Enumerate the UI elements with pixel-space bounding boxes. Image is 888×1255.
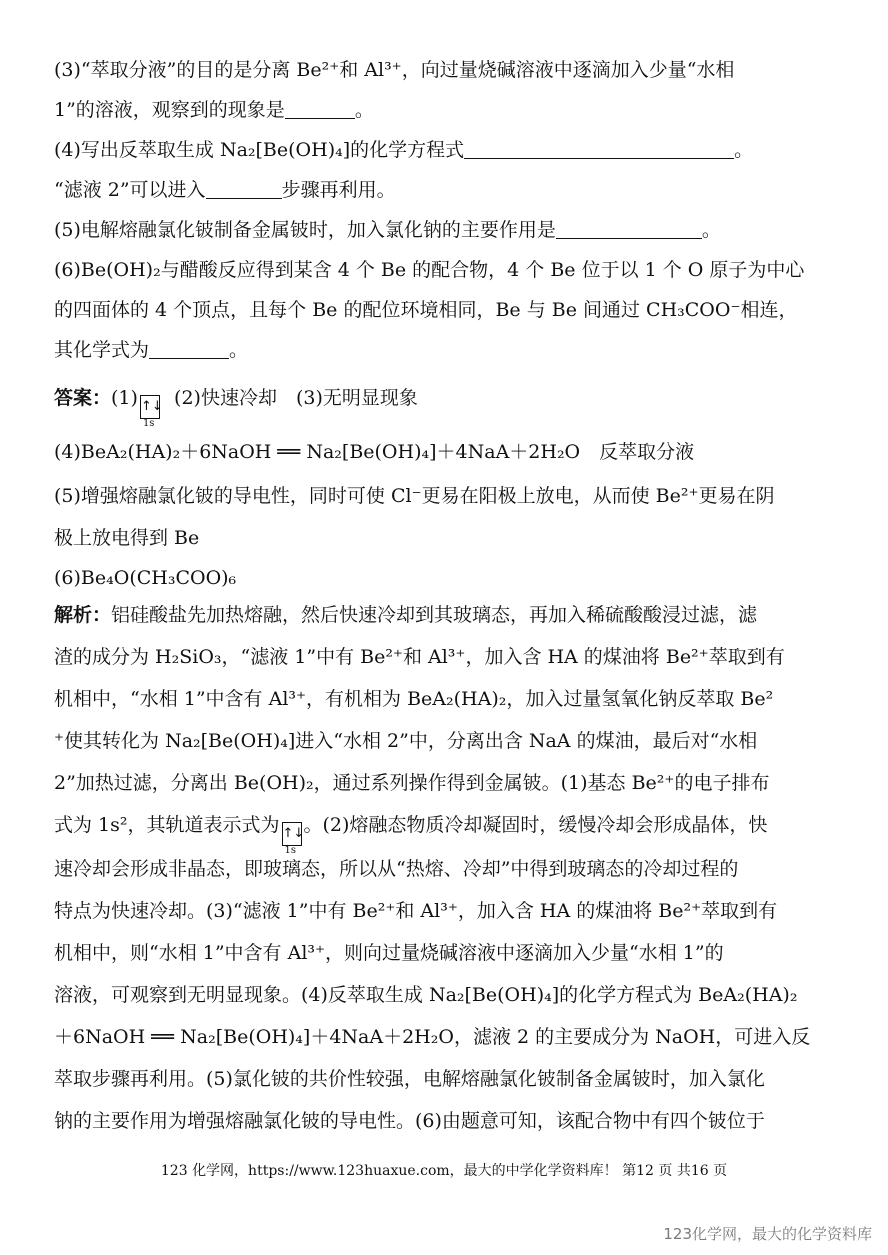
question-4-text-2: “滤液 2”可以进入 xyxy=(54,179,206,201)
orbital-label: 1s xyxy=(142,418,155,429)
analysis-line-9: 机相中，则“水相 1”中含有 Al³⁺，则向过量烧碱溶液中逐滴加入少量“水相 1”的 xyxy=(54,942,724,964)
answer-blank xyxy=(285,100,355,119)
analysis-line-1 xyxy=(54,603,757,627)
analysis-line-6 xyxy=(54,813,768,856)
analysis-line-4: ⁺使其转化为 Na₂[Be(OH)₄]进入“水相 2”中，分离出含 NaA 的煤油，最后对“水相 xyxy=(54,730,758,752)
orbital-arrows: ↑↓ xyxy=(282,826,305,841)
orbital-label: 1s xyxy=(284,845,296,856)
analysis-line-12: 萃取步骤再利用。(5)氯化铍的共价性较强，电解熔融氯化铍制备金属铍时，加入氯化 xyxy=(54,1068,765,1090)
analysis-text-6b: 。(2)熔融态物质冷却凝固时，缓慢冷却会形成晶体，快 xyxy=(303,814,768,836)
answer-5-line-2: 极上放电得到 Be xyxy=(54,527,200,549)
answer-blank xyxy=(556,220,702,239)
page-footer: 123 化学网，https://www.123huaxue.com，最大的中学化学资料库！ 第12 页 共16 页 xyxy=(160,1163,728,1179)
question-6-line-1: (6)Be(OH)₂与醋酸反应得到某含 4 个 Be 的配合物，4 个 Be 位于以 1 个 O 原子为中心 xyxy=(54,259,805,281)
analysis-text-6a: 式为 1s²，其轨道表示式为 xyxy=(54,814,280,836)
answer-blank xyxy=(206,180,282,199)
answer-line-1 xyxy=(54,386,418,429)
analysis-label: 解析： xyxy=(54,604,112,626)
analysis-line-7: 速冷却会形成非晶态，即玻璃态，所以从“热熔、冷却”中得到玻璃态的冷却过程的 xyxy=(54,858,739,880)
orbital-box-icon xyxy=(140,395,163,429)
answer-label: 答案： xyxy=(54,387,112,409)
answer-1: (1) xyxy=(111,387,138,409)
question-4-text: (4)写出反萃取生成 Na₂[Be(OH)₄]的化学方程式 xyxy=(54,139,465,161)
question-4-text-3: 步骤再利用。 xyxy=(281,179,396,201)
question-3-line-2: 1”的溶液，观察到的现象是 。 xyxy=(54,99,374,121)
analysis-line-2: 渣的成分为 H₂SiO₃，“滤液 1”中有 Be²⁺和 Al³⁺，加入含 HA 的煤油将 Be²⁺萃取到有 xyxy=(54,646,785,668)
analysis-line-8: 特点为快速冷却。(3)“滤液 1”中有 Be²⁺和 Al³⁺，加入含 HA 的煤油将 Be²⁺萃取到有 xyxy=(54,900,778,922)
answer-5-line-1: (5)增强熔融氯化铍的导电性，同时可使 Cl⁻更易在阳极上放电，从而使 Be²⁺更易在阴 xyxy=(54,485,775,507)
watermark: 123化学网，最大的化学资料库 xyxy=(663,1225,872,1243)
analysis-line-3: 机相中，“水相 1”中含有 Al³⁺，有机相为 BeA₂(HA)₂，加入过量氢氧化钠反萃取 Be² xyxy=(54,688,774,710)
analysis-text: 铝硅酸盐先加热熔融，然后快速冷却到其玻璃态，再加入稀硫酸酸浸过滤，滤 xyxy=(111,604,758,626)
answer-blank xyxy=(464,140,734,159)
question-4-line-1: (4)写出反萃取生成 Na₂[Be(OH)₄]的化学方程式 。 xyxy=(54,139,754,161)
orbital-arrows: ↑↓ xyxy=(140,399,163,414)
question-3-text: 1”的溶液，观察到的现象是 xyxy=(54,99,285,121)
answer-blank xyxy=(149,340,229,359)
question-4-line-2 xyxy=(54,178,396,202)
answer-4: (4)BeA₂(HA)₂＋6NaOH ══ Na₂[Be(OH)₄]＋4NaA＋2H₂O 反萃取分液 xyxy=(54,441,695,463)
question-5-text: (5)电解熔融氯化铍制备金属铍时，加入氯化钠的主要作用是 xyxy=(54,219,556,241)
analysis-line-13: 钠的主要作用为增强熔融氯化铍的导电性。(6)由题意可知，该配合物中有四个铍位于 xyxy=(54,1110,765,1132)
question-6-line-3: 其化学式为 。 xyxy=(54,339,249,361)
question-3-line-1: (3)“萃取分液”的目的是分离 Be²⁺和 Al³⁺，向过量烧碱溶液中逐滴加入少量“水相 xyxy=(54,59,735,81)
analysis-line-5: 2”加热过滤，分离出 Be(OH)₂，通过系列操作得到金属铍。(1)基态 Be²⁺的电子排布 xyxy=(54,772,770,794)
answer-2-3: (2)快速冷却 (3)无明显现象 xyxy=(174,387,418,409)
analysis-line-11: ＋6NaOH ══ Na₂[Be(OH)₄]＋4NaA＋2H₂O，滤液 2 的主要成分为 NaOH，可进入反 xyxy=(54,1026,811,1048)
analysis-line-10: 溶液，可观察到无明显现象。(4)反萃取生成 Na₂[Be(OH)₄]的化学方程式为 BeA₂(HA)₂ xyxy=(54,984,798,1006)
orbital-box-icon xyxy=(282,822,305,856)
question-6-text: 其化学式为 xyxy=(54,339,150,361)
question-6-line-2: 的四面体的 4 个顶点，且每个 Be 的配位环境相同，Be 与 Be 间通过 CH₃COO⁻相连， xyxy=(54,299,798,321)
question-5-line: (5)电解熔融氯化铍制备金属铍时，加入氯化钠的主要作用是 。 xyxy=(54,219,721,241)
answer-6: (6)Be₄O(CH₃COO)₆ xyxy=(54,567,237,589)
